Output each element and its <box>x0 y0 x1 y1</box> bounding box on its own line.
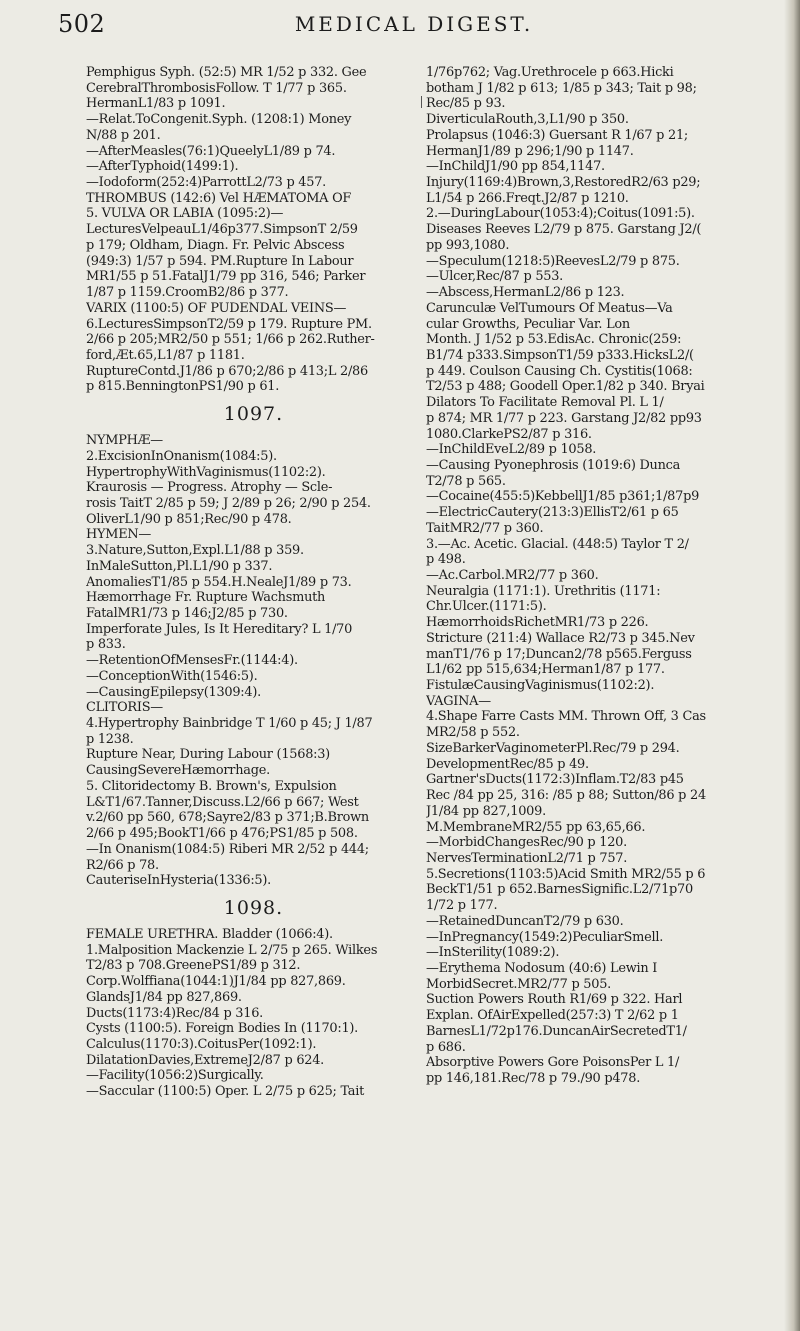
index-entry-line: CauteriseInHysteria(1336:5). <box>86 873 272 889</box>
index-entry-line: —MorbidChangesRec/90 p 120. <box>426 835 627 851</box>
index-entry-line: 2/66 p 495;BookT1/66 p 476;PS1/85 p 508. <box>86 826 358 842</box>
index-entry-line: HermanL1/83 p 1091. <box>86 96 226 112</box>
index-entry-line: 4.Hypertrophy Bainbridge T 1/60 p 45; J 1/87 <box>86 716 373 732</box>
index-entry-line: Neuralgia (1171:1). Urethritis (1171: <box>426 583 661 599</box>
index-entry-line: —Erythema Nodosum (40:6) Lewin I <box>426 960 658 976</box>
index-entry-line: —Facility(1056:2)Surgically. <box>86 1068 264 1084</box>
index-entry-line: DilatationDavies,ExtremeJ2/87 p 624. <box>86 1052 325 1068</box>
index-entry-line: 2.ExcisionInOnanism(1084:5). <box>86 448 277 464</box>
binding-shadow <box>784 0 800 1331</box>
index-entry-line: —InChildJ1/90 pp 854,1147. <box>426 159 605 175</box>
index-entry-line: T2/78 p 565. <box>426 473 506 489</box>
index-entry-line: —Ac.Carbol.MR2/77 p 360. <box>426 568 599 583</box>
index-entry-line: OliverL1/90 p 851;Rec/90 p 478. <box>86 511 292 527</box>
index-entry-line: 1/76p762; Vag.Urethrocele p 663.Hicki <box>426 65 674 80</box>
index-entry-line: CausingSevereHæmorrhage. <box>86 763 270 779</box>
index-entry-line: p 833. <box>86 637 126 653</box>
index-entry-line: VARIX (1100:5) OF PUDENDAL VEINS— <box>86 300 347 316</box>
index-entry-line: AnomaliesT1/85 p 554.H.NealeJ1/89 p 73. <box>86 574 352 590</box>
index-entry-line: BarnesL1/72p176.DuncanAirSecretedT1/ <box>426 1023 687 1039</box>
index-entry-line: CLITORIS— <box>86 700 163 716</box>
running-title: MEDICAL DIGEST. <box>294 12 534 36</box>
index-entry-line: Dilators To Facilitate Removal Pl. L 1/ <box>426 395 664 411</box>
index-entry-line: 5. Clitoridectomy B. Brown's, Expulsion <box>86 778 337 794</box>
left-column <box>86 65 421 1100</box>
index-entry-line: —RetentionOfMensesFr.(1144:4). <box>86 653 298 669</box>
index-entry-line: Rec /84 pp 25, 316: /85 p 88; Sutton/86 p 24 <box>426 788 706 804</box>
index-entry-line: HermanJ1/89 p 296;1/90 p 1147. <box>426 143 634 159</box>
index-entry-line: p 815.BenningtonPS1/90 p 61. <box>86 379 280 395</box>
index-entry-line: NYMPHÆ— <box>86 433 163 449</box>
index-entry-line: THROMBUS (142:6) Vel HÆMATOMA OF <box>86 190 352 206</box>
index-entry-line: —AfterTyphoid(1499:1). <box>86 159 239 175</box>
section-number: 1098. <box>223 896 284 919</box>
index-entry-line: —Causing Pyonephrosis (1019:6) Dunca <box>426 457 681 473</box>
index-entry-line: T2/53 p 488; Goodell Oper.1/82 p 340. Bryai <box>426 379 705 395</box>
index-entry-line: p 449. Coulson Causing Ch. Cystitis(1068: <box>426 363 693 379</box>
index-entry-line: Suction Powers Routh R1/69 p 322. Harl <box>426 992 683 1008</box>
index-entry-line: FEMALE URETHRA. Bladder (1066:4). <box>86 926 333 942</box>
index-entry-line: Pemphigus Syph. (52:5) MR 1/52 p 332. Gee <box>86 65 367 80</box>
index-entry-line: BeckT1/51 p 652.BarnesSignific.L2/71p70 <box>426 882 693 898</box>
index-entry-line: CerebralThrombosisFollow. T 1/77 p 365. <box>86 80 347 96</box>
index-entry-line: DiverticulaRouth,3,L1/90 p 350. <box>426 112 629 128</box>
index-entry-line: Chr.Ulcer.(1171:5). <box>426 599 547 615</box>
right-column <box>426 65 788 1087</box>
index-entry-line: Imperforate Jules, Is It Hereditary? L 1/70 <box>86 621 353 637</box>
index-entry-line: J1/84 pp 827,1009. <box>426 803 546 819</box>
index-entry-line: N/88 p 201. <box>86 127 161 143</box>
index-entry-line: Month. J 1/52 p 53.EdisAc. Chronic(259: <box>426 332 682 348</box>
index-entry-line: Ducts(1173:4)Rec/84 p 316. <box>86 1005 264 1021</box>
index-entry-line: MR2/58 p 552. <box>426 725 520 741</box>
index-entry-line: FatalMR1/73 p 146;J2/85 p 730. <box>86 606 288 621</box>
index-entry-line: —Ulcer,Rec/87 p 553. <box>426 269 564 285</box>
index-entry-line: Carunculæ VelTumours Of Meatus—Va <box>426 300 673 316</box>
index-entry-line: M.MembraneMR2/55 pp 63,65,66. <box>426 819 646 835</box>
index-entry-line: 3.—Ac. Acetic. Glacial. (448:5) Taylor T 2/ <box>426 536 689 552</box>
index-entry-line: —CausingEpilepsy(1309:4). <box>86 684 261 700</box>
page-number: 502 <box>58 10 106 38</box>
index-entry-line: p 1238. <box>86 731 134 747</box>
index-entry-line: —ElectricCautery(213:3)EllisT2/61 p 65 <box>426 505 679 521</box>
index-entry-line: VAGINA— <box>426 693 491 709</box>
index-entry-line: cular Growths, Peculiar Var. Lon <box>426 316 630 332</box>
index-entry-line: p 498. <box>426 552 466 568</box>
index-entry-line: ford,Æt.65,L1/87 p 1181. <box>86 347 245 363</box>
index-entry-line: Explan. OfAirExpelled(257:3) T 2/62 p 1 <box>426 1008 679 1024</box>
index-entry-line: 1.Malposition Mackenzie L 2/75 p 265. Wilkes <box>86 942 378 958</box>
index-entry-line: —Relat.ToCongenit.Syph. (1208:1) Money <box>86 112 352 128</box>
index-entry-line: —Saccular (1100:5) Oper. L 2/75 p 625; Tait <box>86 1084 365 1100</box>
index-entry-line: v.2/60 pp 560, 678;Sayre2/83 p 371;B.Brown <box>86 810 369 826</box>
index-entry-line: 5. VULVA OR LABIA (1095:2)— <box>86 206 284 222</box>
index-entry-line: T2/83 p 708.GreenePS1/89 p 312. <box>86 958 301 974</box>
index-entry-line: HypertrophyWithVaginismus(1102:2). <box>86 464 326 480</box>
index-entry-line: p 874; MR 1/77 p 223. Garstang J2/82 pp93 <box>426 410 702 426</box>
index-entry-line: Corp.Wolffiana(1044:1)J1/84 pp 827,869. <box>86 974 346 990</box>
index-entry-line: Rec/85 p 93. <box>426 96 506 112</box>
index-entry-line: DevelopmentRec/85 p 49. <box>426 756 589 772</box>
index-entry-line: 4.Shape Farre Casts MM. Thrown Off, 3 Cas <box>426 709 706 725</box>
index-entry-line: HæmorrhoidsRichetMR1/73 p 226. <box>426 615 649 631</box>
index-entry-line: 6.LecturesSimpsonT2/59 p 179. Rupture PM. <box>86 316 372 332</box>
index-entry-line: 5.Secretions(1103:5)Acid Smith MR2/55 p 6 <box>426 866 706 882</box>
index-entry-line: TaitMR2/77 p 360. <box>426 520 544 536</box>
index-entry-line: GlandsJ1/84 pp 827,869. <box>86 989 242 1005</box>
index-entry-line: rosis TaitT 2/85 p 59; J 2/89 p 26; 2/90 p 254. <box>86 495 371 511</box>
index-entry-line: —Iodoform(252:4)ParrottL2/73 p 457. <box>86 175 327 191</box>
index-entry-line: L&T1/67.Tanner,Discuss.L2/66 p 667; West <box>86 794 359 810</box>
index-entry-line: 1080.ClarkePS2/87 p 316. <box>426 426 592 442</box>
index-entry-line: pp 993,1080. <box>426 237 510 253</box>
index-entry-line: L1/62 pp 515,634;Herman1/87 p 177. <box>426 662 665 678</box>
index-entry-line: FistulæCausingVaginismus(1102:2). <box>426 678 655 694</box>
index-entry-line: R2/66 p 78. <box>86 857 159 873</box>
index-entry-line: L1/54 p 266.Freqt.J2/87 p 1210. <box>426 190 629 206</box>
index-entry-line: RuptureContd.J1/86 p 670;2/86 p 413;L 2/86 <box>86 363 368 379</box>
index-entry-line: —Speculum(1218:5)ReevesL2/79 p 875. <box>426 253 680 269</box>
index-entry-line: —AfterMeasles(76:1)QueelyL1/89 p 74. <box>86 143 336 159</box>
index-entry-line: botham J 1/82 p 613; 1/85 p 343; Tait p 98; <box>426 80 697 96</box>
index-entry-line: —RetainedDuncanT2/79 p 630. <box>426 913 624 929</box>
index-entry-line: Gartner'sDucts(1172:3)Inflam.T2/83 p45 <box>426 772 684 788</box>
index-entry-line: —In Onanism(1084:5) Riberi MR 2/52 p 444; <box>86 841 369 857</box>
index-entry-line: 2.—DuringLabour(1053:4);Coitus(1091:5). <box>426 206 695 222</box>
index-entry-line: InMaleSutton,Pl.L1/90 p 337. <box>86 558 273 574</box>
section-number: 1097. <box>223 403 284 426</box>
index-entry-line: —Cocaine(455:5)KebbellJ1/85 p361;1/87p9 <box>426 489 700 505</box>
index-entry-line: manT1/76 p 17;Duncan2/78 p565.Ferguss <box>426 646 692 662</box>
index-entry-line: 2/66 p 205;MR2/50 p 551; 1/66 p 262.Ruther- <box>86 332 375 348</box>
index-entry-line: p 686. <box>426 1039 466 1055</box>
index-entry-line: MR1/55 p 51.FatalJ1/79 pp 316, 546; Parker <box>86 269 366 285</box>
index-entry-line: Stricture (211:4) Wallace R2/73 p 345.Nev <box>426 630 695 646</box>
index-entry-line: Injury(1169:4)Brown,3,RestoredR2/63 p29; <box>426 175 701 191</box>
index-entry-line: Absorptive Powers Gore PoisonsPer L 1/ <box>426 1055 680 1071</box>
index-entry-line: —Abscess,HermanL2/86 p 123. <box>426 285 625 301</box>
index-entry-line: MorbidSecret.MR2/77 p 505. <box>426 976 611 992</box>
index-entry-line: —InChildEveL2/89 p 1058. <box>426 442 597 458</box>
index-entry-line: HYMEN— <box>86 527 152 543</box>
index-entry-line: NervesTerminationL2/71 p 757. <box>426 850 628 866</box>
index-entry-line: Calculus(1170:3).CoitusPer(1092:1). <box>86 1036 317 1052</box>
page-header <box>58 10 770 38</box>
index-entry-line: Rupture Near, During Labour (1568:3) <box>86 747 330 763</box>
index-entry-line: —InPregnancy(1549:2)PeculiarSmell. <box>426 929 664 945</box>
index-entry-line: SizeBarkerVaginometerPl.Rec/79 p 294. <box>426 740 680 756</box>
index-entry-line: —InSterility(1089:2). <box>426 945 560 961</box>
index-entry-line: Prolapsus (1046:3) Guersant R 1/67 p 21; <box>426 127 689 143</box>
index-entry-line: B1/74 p333.SimpsonT1/59 p333.HicksL2/( <box>426 347 694 363</box>
index-entry-line: pp 146,181.Rec/78 p 79./90 p478. <box>426 1071 641 1086</box>
column-divider-tick <box>421 96 422 108</box>
index-entry-line: (949:3) 1/57 p 594. PM.Rupture In Labour <box>86 253 354 269</box>
index-entry-line: Kraurosis — Progress. Atrophy — Scle- <box>86 480 333 496</box>
index-entry-line: Diseases Reeves L2/79 p 875. Garstang J2/( <box>426 222 702 238</box>
index-entry-line: —ConceptionWith(1546:5). <box>86 668 258 684</box>
index-entry-line: 3.Nature,Sutton,Expl.L1/88 p 359. <box>86 543 304 559</box>
index-entry-line: 1/72 p 177. <box>426 898 498 914</box>
index-entry-line: 1/87 p 1159.CroomB2/86 p 377. <box>86 285 289 301</box>
index-entry-line: Cysts (1100:5). Foreign Bodies In (1170:1). <box>86 1021 359 1037</box>
index-entry-line: Hæmorrhage Fr. Rupture Wachsmuth <box>86 590 326 606</box>
index-entry-line: p 179; Oldham, Diagn. Fr. Pelvic Abscess <box>86 237 345 253</box>
index-entry-line: LecturesVelpeauL1/46p377.SimpsonT 2/59 <box>86 222 358 238</box>
